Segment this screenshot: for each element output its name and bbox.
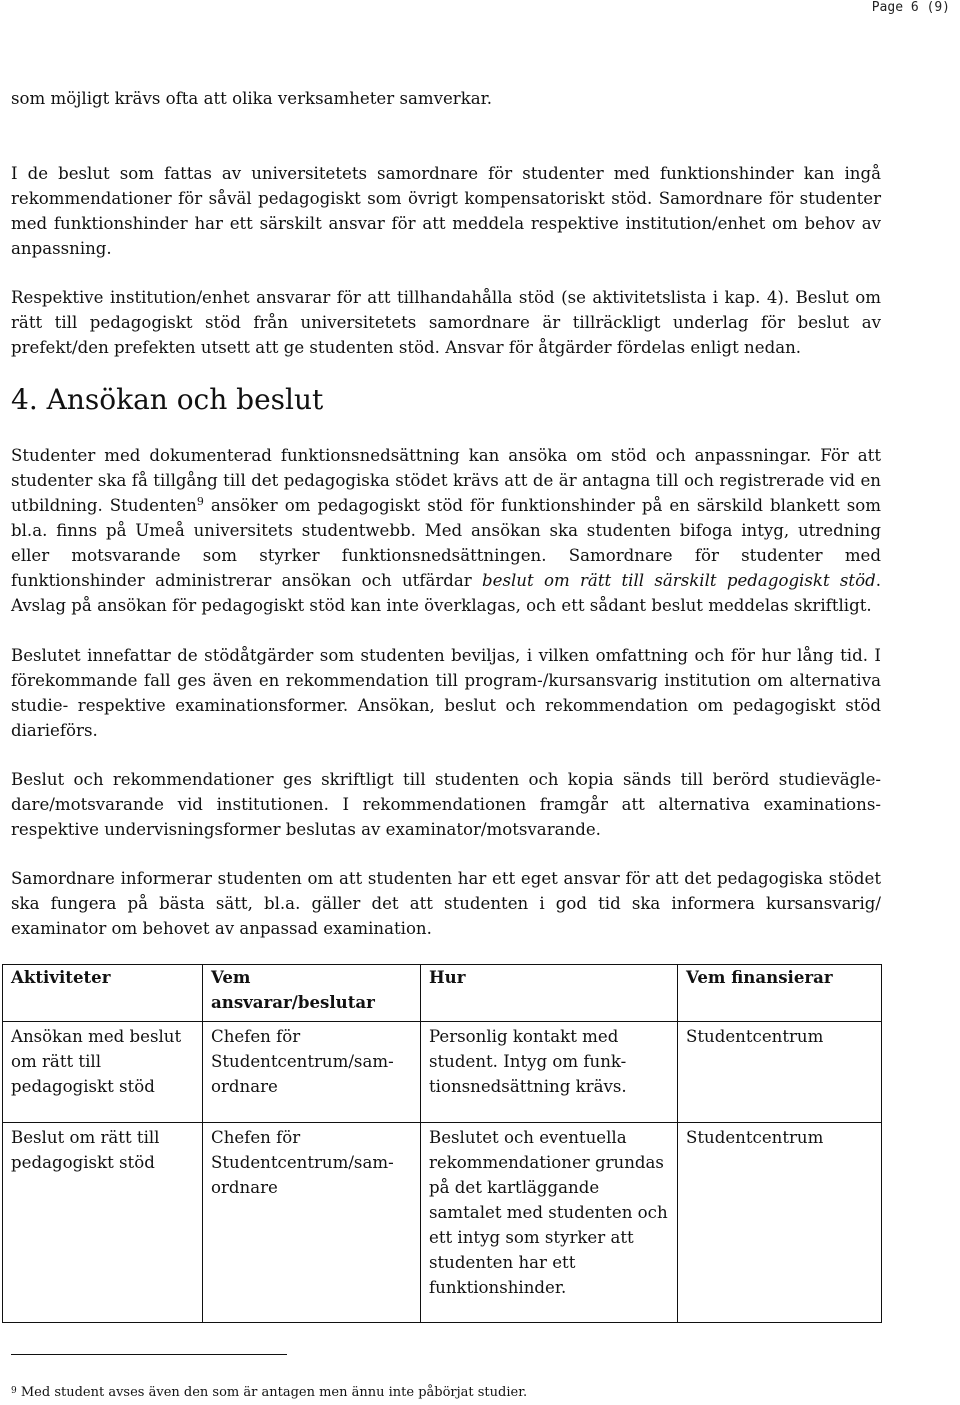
table-cell: Studentcentrum (678, 1022, 882, 1123)
footnote (11, 1383, 527, 1401)
column-header-how: Hur (421, 965, 678, 1022)
activities-table (2, 964, 882, 1323)
page-number: Page 6 (9) (871, 0, 950, 15)
paragraph-decisions: I de beslut som fattas av universitetets samordnare för studenter med funktionshinder kan ingå rekommendationer för såväl pedagogiskt som övrigt kompensatoriskt stöd. Samordnare för studenter med funktionshinder har ett särskilt ansvar för att meddela respektive institution/enhet om behov av anpassning. (11, 164, 881, 258)
footnote-reference: 9 (196, 495, 204, 508)
paragraph-application (11, 443, 881, 618)
paragraph-decision-contents: Beslutet innefattar de stödåtgärder som studenten beviljas, i vilken omfattning och för hur lång tid. I förekommande fall ges även en rekommendation till program-/kursansvarig institution om alternativa studie- respektive examinationsformer. Ansökan, beslut och rekommendation om pedagogiskt stöd diarieförs. (11, 646, 881, 740)
table-cell: Chefen för Studentcentrum/sam-ordnare (203, 1123, 421, 1323)
table-cell: Beslutet och eventuella rekommendationer grundas på det kartläggande samtalet med studenten och ett intyg som styrker att studenten har ett funktionshinder. (421, 1123, 678, 1323)
column-header-financing: Vem finansierar (678, 965, 882, 1022)
application-text-b: ansöker om pedagogiskt stöd för funktionshinder på en särskild blankett som bl.a. finns på Umeå universitets studentwebb. Med ansökan ska studenten bifoga intyg, utredning eller motsvarande som styrker funktionsnedsättningen. Samordnare för studenter med funktionshinder administrerar ansökan och utfärdar (11, 496, 881, 590)
table-cell: Beslut om rätt till pedagogiskt stöd (3, 1123, 203, 1323)
paragraph-intro: som möjligt krävs ofta att olika verksamheter samverkar. (11, 89, 493, 108)
table-row (3, 1123, 882, 1323)
paragraph-responsibility: Respektive institution/enhet ansvarar för att tillhandahålla stöd (se aktivitetslista i kap. 4). Beslut om rätt till pedagogiskt stöd från universitetets samordnare är tillräckligt underlag för beslut av prefekt/den prefekten utsett att ge studenten stöd. Ansvar för åtgärder fördelas enligt nedan. (11, 288, 881, 357)
table-row (3, 1022, 882, 1123)
footnote-number: 9 (11, 1386, 17, 1396)
column-header-responsible: Vem ansvarar/beslutar (203, 965, 421, 1022)
application-text-a: Studenter med dokumenterad funktionsnedsättning kan ansöka om stöd och anpassningar. För att studenter ska få tillgång till det pedagogiska stödet krävs att de är antagna till och registrerade vid en utbildning. Studenten (11, 446, 881, 515)
footnote-text: Med student avses även den som är antagen men ännu inte påbörjat studier. (16, 1385, 528, 1400)
column-header-activities: Aktiviteter (3, 965, 203, 1022)
application-decision-title: beslut om rätt till särskilt pedagogiskt stöd (482, 571, 876, 590)
section-heading: 4. Ansökan och beslut (11, 383, 324, 416)
table-cell: Ansökan med beslut om rätt till pedagogiskt stöd (3, 1022, 203, 1123)
table-cell: Personlig kontakt med student. Intyg om funk-tionsnedsättning krävs. (421, 1022, 678, 1123)
table-cell: Chefen för Studentcentrum/sam-ordnare (203, 1022, 421, 1123)
footnote-divider (11, 1354, 287, 1355)
table-cell: Studentcentrum (678, 1123, 882, 1323)
paragraph-coordinator-info: Samordnare informerar studenten om att studenten har ett eget ansvar för att det pedagogiska stödet ska fungera på bästa sätt, bl.a. gäller det att studenten i god tid ska informera kursansvarig/ examinator om behovet av anpassad examination. (11, 869, 881, 938)
paragraph-recommendations: Beslut och rekommendationer ges skriftligt till studenten och kopia sänds till berörd studievägle-dare/motsvarande vid institutionen. I rekommendationen framgår att alternativa examinations-respektive undervisningsformer beslutas av examinator/motsvarande. (11, 770, 881, 839)
table-header-row (3, 965, 882, 1022)
application-text-c: . Avslag på ansökan för pedagogiskt stöd kan inte överklagas, och ett sådant beslut meddelas skriftligt. (11, 571, 881, 615)
